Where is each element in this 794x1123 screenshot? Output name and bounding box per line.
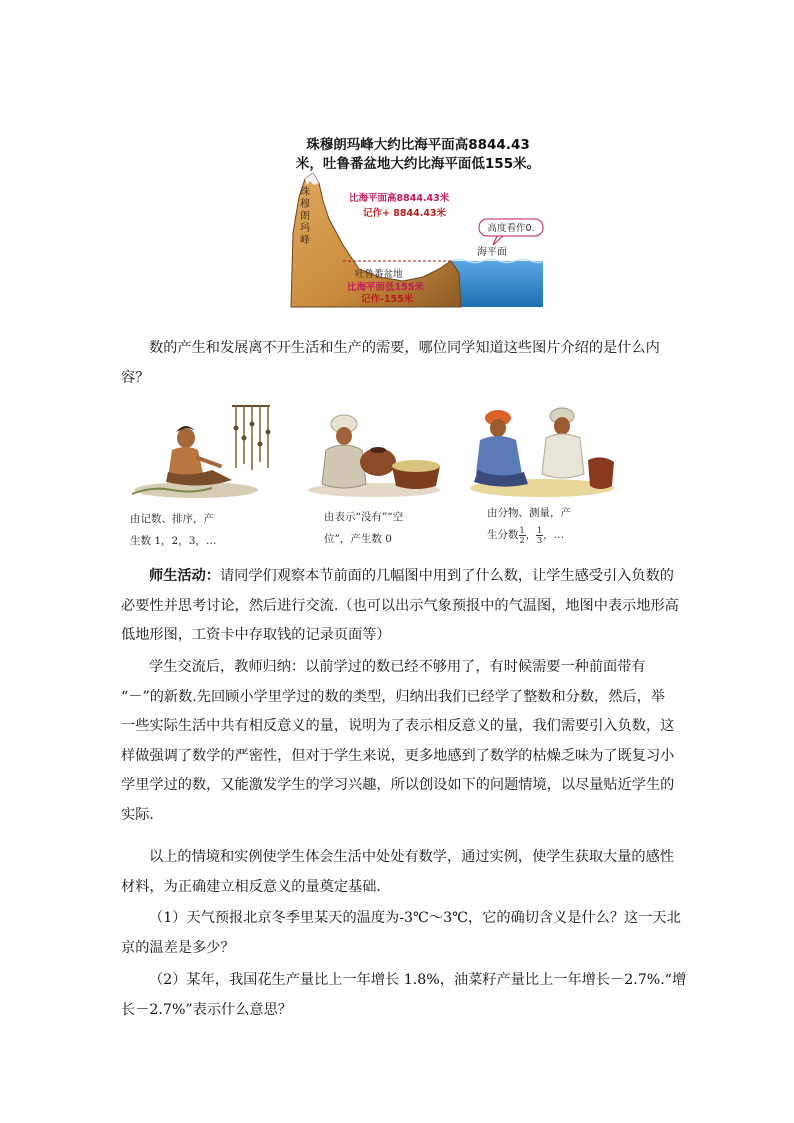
mountain-name-1: 珠 xyxy=(300,187,310,198)
panel3-prefix: 生分数 xyxy=(487,529,519,541)
zero-note-text: 高度看作0. xyxy=(487,223,535,234)
summary-line-1: 学生交流后，教师归纳：以前学过的数已经不够用了，有时候需要一种前面带有 xyxy=(149,659,646,675)
mountain-name-2: 穆 xyxy=(300,199,310,210)
intro-line-1: 数的产生和发展离不开生活和生产的需要，哪位同学知道这些图片介绍的是什么内 xyxy=(149,340,660,356)
summary-line-6: 实际. xyxy=(121,806,154,823)
activity-paragraph xyxy=(121,562,679,651)
history-panels xyxy=(128,398,628,558)
panel2-line1: 由表示“没有”“空 xyxy=(324,511,404,523)
panel1-caption xyxy=(130,508,216,552)
mountain-name-5: 峰 xyxy=(300,235,310,246)
dividing-goods-illustration xyxy=(458,398,618,500)
elevation-figure xyxy=(283,133,553,309)
activity-label: 师生活动： xyxy=(149,568,220,584)
intro-line-2: 容？ xyxy=(121,369,150,386)
intro-paragraph xyxy=(121,334,673,393)
panel2-line2: 位”，产生数 0 xyxy=(324,533,392,545)
panel3-sep: ， xyxy=(525,529,537,541)
summary-line-4: 样做强调了数学的严密性，但对于学生来说，更多地感到了数学的枯燥乏味为了既复习小 xyxy=(121,747,675,764)
sea-level-label: 海平面 xyxy=(477,247,507,258)
pottery-zero-illustration xyxy=(304,400,444,500)
basin-name: 吐鲁番盆地 xyxy=(355,269,403,280)
question1-line-1: （1）天气预报北京冬季里某天的温度为-3℃～3℃，它的确切含义是什么？这一天北 xyxy=(149,910,681,926)
fraction-one-half: $\frac{1}{2}$ xyxy=(519,525,525,545)
panel3-tail: ，… xyxy=(543,529,565,541)
label-above-sea: 比海平面高8844.43米 xyxy=(349,193,450,204)
sea-water xyxy=(451,261,543,307)
panel3-line2 xyxy=(487,524,571,546)
foundation-line-2: 材料，为正确建立相反意义的量奠定基础. xyxy=(121,878,381,895)
mountain-name-3: 朗 xyxy=(300,211,310,222)
label-below-record: 记作-155米 xyxy=(361,294,414,305)
figure-caption-line2: 米，吐鲁番盆地大约比海平面低155米。 xyxy=(295,156,541,172)
figure-caption-line1: 珠穆朗玛峰大约比海平面高8844.43 xyxy=(306,137,530,153)
mountain-name-4: 玛 xyxy=(300,223,310,234)
activity-line-2: 必要性并思考讨论，然后进行交流.（也可以出示气象预报中的气温图，地图中表示地形高 xyxy=(121,597,679,614)
question-2 xyxy=(121,966,687,1025)
summary-line-2: “－”的新数.先回顾小学里学过的数的类型，归纳出我们已经学了整数和分数，然后，举 xyxy=(121,688,665,705)
summary-line-5: 学里学过的数，又能激发学生的学习兴趣，所以创设如下的问题情境，以尽量贴近学生的 xyxy=(121,777,675,793)
foundation-paragraph xyxy=(121,843,673,902)
label-above-record: 记作+ 8844.43米 xyxy=(363,208,447,219)
summary-line-3: 一些实际生活中共有相反意义的量，说明为了表示相反意义的量，我们需要引入负数，这 xyxy=(121,718,675,734)
foundation-line-1: 以上的情境和实例使学生体会生活中处处有数学，通过实例，使学生获取大量的感性 xyxy=(149,849,674,865)
panel3-line1: 由分物、测量，产 xyxy=(487,507,571,519)
question1-line-2: 京的温差是多少？ xyxy=(121,939,235,956)
question2-line-2: 长－2.7%”表示什么意思？ xyxy=(121,1001,292,1018)
activity-line-1: 请同学们观察本节前面的几幅图中用到了什么数，让学生感受引入负数的 xyxy=(219,568,674,584)
label-below-sea: 比海平面低155米 xyxy=(347,282,424,293)
question2-line-1: （2）某年，我国花生产量比上一年增长 1.8%，油菜籽产量比上一年增长－2.7%.“增 xyxy=(149,972,687,988)
knot-counting-illustration xyxy=(128,398,274,502)
activity-line-3: 低地形图，工资卡中存取钱的记录页面等） xyxy=(121,627,391,643)
panel1-line1: 由记数、排序，产 xyxy=(130,513,214,525)
elevation-illustration xyxy=(283,173,553,309)
summary-paragraph xyxy=(121,653,673,830)
panel2-caption xyxy=(324,506,403,550)
question-1 xyxy=(121,904,681,963)
panel1-line2: 生数 1，2，3，… xyxy=(130,535,217,547)
fraction-one-third: $\frac{1}{3}$ xyxy=(537,525,543,545)
panel3-caption xyxy=(487,502,571,546)
